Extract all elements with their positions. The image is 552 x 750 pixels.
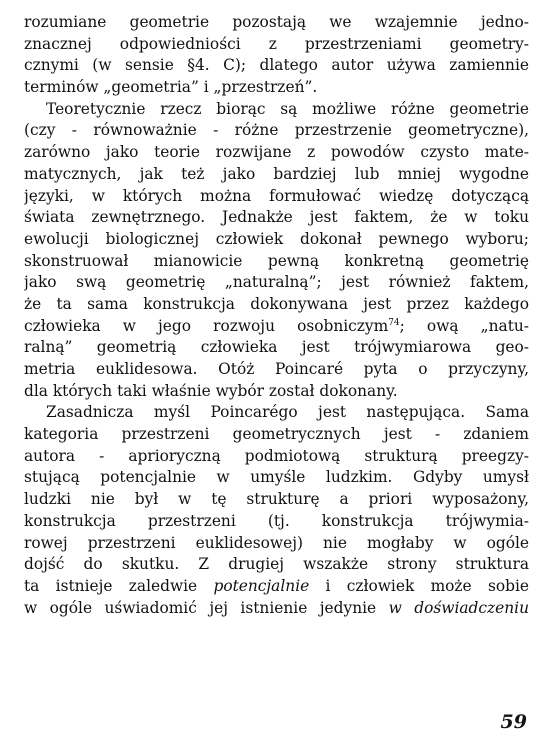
text-line: terminów „geometria” i „przestrzeń”. bbox=[24, 78, 318, 97]
text-line: cznymi (w sensie §4. C); dlatego autor używa zamiennie bbox=[24, 56, 529, 75]
text-line-with-footnote bbox=[24, 316, 529, 338]
italic-term: w doświadczeniu bbox=[388, 598, 529, 617]
paragraph-2 bbox=[24, 99, 529, 403]
text-line: matycznych, jak też jako bardziej lub mniej wygodne bbox=[24, 164, 529, 183]
text-line: (czy - równoważnie - różne przestrzenie geometryczne), bbox=[24, 121, 529, 140]
text-line: ewolucji biologicznej człowiek dokonał pewnego wyboru; bbox=[24, 229, 529, 248]
text-line: dojść do skutku. Z drugiej wszakże strony struktura bbox=[24, 555, 529, 574]
text-line-with-italic bbox=[24, 576, 529, 598]
text-line: ralną” geometrią człowieka jest trójwymiarowa geo- bbox=[24, 338, 529, 357]
text-line: metria euklidesowa. Otóż Poincaré pyta o przyczyny, bbox=[24, 360, 529, 378]
text-line-with-italic bbox=[24, 598, 529, 620]
text-line: że ta sama konstrukcja dokonywana jest przez każdego bbox=[24, 294, 529, 313]
text-segment: człowieka w jego rozwoju osobniczym bbox=[24, 316, 389, 335]
text-segment: w ogóle uświadomić jej istnienie jedynie bbox=[24, 598, 389, 617]
footnote-marker: 74 bbox=[388, 317, 400, 328]
paragraph-3 bbox=[24, 402, 529, 619]
text-line: rozumiane geometrie pozostają we wzajemnie jedno- bbox=[24, 13, 529, 31]
text-line: Zasadnicza myśl Poincarégo jest następująca. Sama bbox=[46, 403, 529, 422]
text-line: ludzki nie był w tę strukturę a priori wyposażony, bbox=[24, 490, 529, 509]
text-line: rowej przestrzeni euklidesowej) nie mogłaby w ogóle bbox=[24, 533, 529, 552]
text-line: jako swą geometrię „naturalną”; jest również faktem, bbox=[24, 273, 529, 292]
text-line: świata zewnętrznego. Jednakże jest faktem, że w toku bbox=[24, 208, 529, 227]
paragraph-1 bbox=[24, 12, 529, 99]
text-line: kategoria przestrzeni geometrycznych jest - zdaniem bbox=[24, 425, 529, 444]
text-line: konstrukcja przestrzeni (tj. konstrukcja trójwymia- bbox=[24, 511, 529, 530]
text-segment: i człowiek może sobie bbox=[309, 576, 529, 595]
text-line: skonstruował mianowicie pewną konkretną geometrię bbox=[24, 251, 529, 270]
text-segment: ta istnieje zaledwie bbox=[24, 576, 214, 595]
text-line: Teoretycznie rzecz biorąc są możliwe różne geometrie bbox=[46, 99, 529, 118]
text-line: znacznej odpowiedniości z przestrzeniami geometry- bbox=[24, 34, 529, 53]
book-page bbox=[24, 12, 529, 742]
text-line: autora - aprioryczną podmiotową strukturą preegzy- bbox=[24, 446, 529, 465]
text-line: języki, w których można formułować wiedzę dotyczącą bbox=[24, 186, 529, 205]
italic-term: potencjalnie bbox=[213, 576, 310, 595]
text-segment: ; ową „natu- bbox=[399, 316, 529, 335]
text-line: zarówno jako teorie rozwijane z powodów czysto mate- bbox=[24, 143, 529, 162]
text-line: dla których taki właśnie wybór został dokonany. bbox=[24, 381, 398, 400]
page-number: 59 bbox=[500, 711, 527, 733]
text-line: stującą potencjalnie w umyśle ludzkim. Gdyby umysł bbox=[24, 468, 529, 487]
